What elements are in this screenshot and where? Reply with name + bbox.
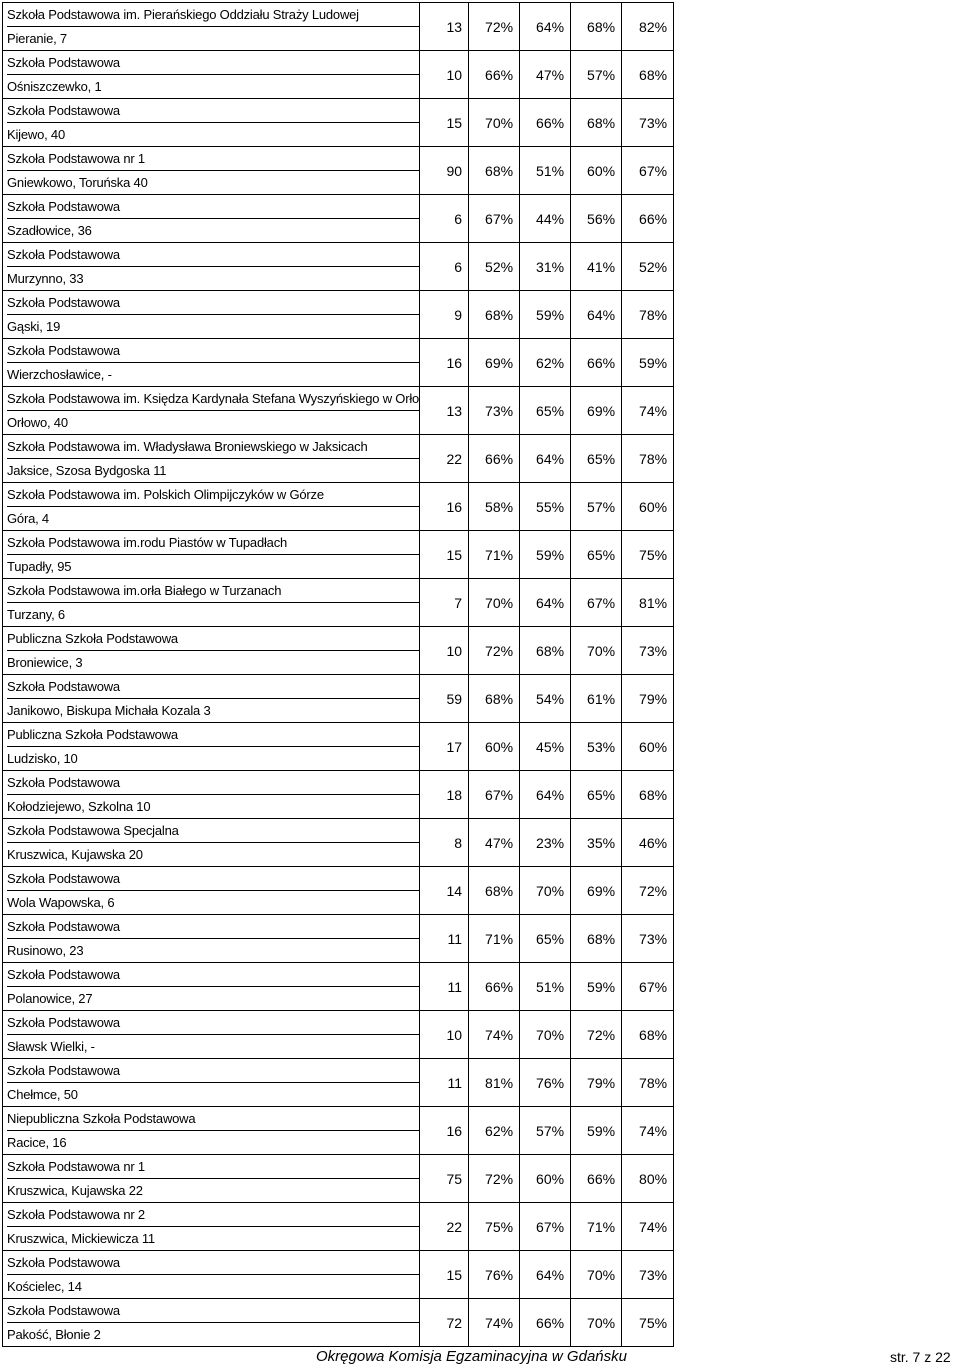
table-row <box>3 1299 674 1347</box>
table-row <box>3 291 674 339</box>
school-name: Publiczna Szkoła Podstawowa <box>7 627 419 651</box>
result-percent-1: 72% <box>469 1155 520 1203</box>
school-cell <box>3 1107 420 1155</box>
school-address: Tupadły, 95 <box>7 559 72 574</box>
result-percent-2: 47% <box>520 51 571 99</box>
result-percent-4: 60% <box>622 483 674 531</box>
result-percent-3: 61% <box>571 675 622 723</box>
result-percent-3: 60% <box>571 147 622 195</box>
result-percent-3: 35% <box>571 819 622 867</box>
result-percent-2: 64% <box>520 435 571 483</box>
student-count: 10 <box>420 51 469 99</box>
result-percent-4: 67% <box>622 963 674 1011</box>
school-cell <box>3 963 420 1011</box>
result-percent-3: 53% <box>571 723 622 771</box>
result-percent-2: 64% <box>520 3 571 51</box>
school-address: Kijewo, 40 <box>7 127 65 142</box>
school-address: Kruszwica, Kujawska 22 <box>7 1183 143 1198</box>
result-percent-1: 70% <box>469 579 520 627</box>
table-row <box>3 531 674 579</box>
school-cell <box>3 1155 420 1203</box>
result-percent-4: 73% <box>622 627 674 675</box>
school-address: Pieranie, 7 <box>7 31 67 46</box>
result-percent-2: 64% <box>520 579 571 627</box>
school-address: Broniewice, 3 <box>7 655 83 670</box>
result-percent-3: 69% <box>571 867 622 915</box>
result-percent-1: 74% <box>469 1299 520 1347</box>
school-cell <box>3 819 420 867</box>
result-percent-1: 60% <box>469 723 520 771</box>
school-address: Polanowice, 27 <box>7 991 93 1006</box>
result-percent-3: 65% <box>571 435 622 483</box>
result-percent-3: 66% <box>571 1155 622 1203</box>
result-percent-3: 57% <box>571 51 622 99</box>
result-percent-1: 68% <box>469 867 520 915</box>
student-count: 13 <box>420 3 469 51</box>
table-row <box>3 867 674 915</box>
table-row <box>3 675 674 723</box>
results-table <box>2 2 674 1347</box>
result-percent-1: 62% <box>469 1107 520 1155</box>
student-count: 75 <box>420 1155 469 1203</box>
table-row <box>3 1251 674 1299</box>
result-percent-3: 68% <box>571 99 622 147</box>
table-row <box>3 51 674 99</box>
table-row <box>3 3 674 51</box>
school-cell <box>3 291 420 339</box>
result-percent-1: 52% <box>469 243 520 291</box>
result-percent-2: 45% <box>520 723 571 771</box>
school-address: Ośniszczewko, 1 <box>7 79 102 94</box>
result-percent-4: 68% <box>622 51 674 99</box>
result-percent-4: 46% <box>622 819 674 867</box>
table-row <box>3 387 674 435</box>
result-percent-2: 60% <box>520 1155 571 1203</box>
result-percent-4: 75% <box>622 531 674 579</box>
table-row <box>3 819 674 867</box>
school-cell <box>3 771 420 819</box>
result-percent-4: 78% <box>622 291 674 339</box>
result-percent-1: 67% <box>469 771 520 819</box>
result-percent-2: 31% <box>520 243 571 291</box>
result-percent-3: 72% <box>571 1011 622 1059</box>
table-row <box>3 771 674 819</box>
result-percent-1: 58% <box>469 483 520 531</box>
student-count: 9 <box>420 291 469 339</box>
student-count: 11 <box>420 963 469 1011</box>
result-percent-1: 47% <box>469 819 520 867</box>
result-percent-3: 65% <box>571 531 622 579</box>
school-name: Szkoła Podstawowa <box>7 243 419 267</box>
school-address: Jaksice, Szosa Bydgoska 11 <box>7 463 167 478</box>
table-row <box>3 1107 674 1155</box>
student-count: 17 <box>420 723 469 771</box>
result-percent-1: 72% <box>469 627 520 675</box>
student-count: 10 <box>420 627 469 675</box>
school-cell <box>3 3 420 51</box>
student-count: 10 <box>420 1011 469 1059</box>
result-percent-4: 59% <box>622 339 674 387</box>
student-count: 6 <box>420 243 469 291</box>
result-percent-2: 23% <box>520 819 571 867</box>
result-percent-1: 76% <box>469 1251 520 1299</box>
result-percent-4: 82% <box>622 3 674 51</box>
result-percent-2: 64% <box>520 771 571 819</box>
result-percent-3: 79% <box>571 1059 622 1107</box>
school-cell <box>3 243 420 291</box>
result-percent-1: 75% <box>469 1203 520 1251</box>
student-count: 15 <box>420 531 469 579</box>
result-percent-3: 41% <box>571 243 622 291</box>
school-address: Sławsk Wielki, - <box>7 1039 95 1054</box>
table-row <box>3 915 674 963</box>
result-percent-3: 70% <box>571 1251 622 1299</box>
student-count: 22 <box>420 1203 469 1251</box>
school-cell <box>3 147 420 195</box>
school-address: Racice, 16 <box>7 1135 67 1150</box>
school-name: Szkoła Podstawowa <box>7 99 419 123</box>
result-percent-4: 52% <box>622 243 674 291</box>
school-cell <box>3 675 420 723</box>
school-name: Szkoła Podstawowa <box>7 771 419 795</box>
result-percent-1: 68% <box>469 147 520 195</box>
result-percent-1: 81% <box>469 1059 520 1107</box>
result-percent-2: 70% <box>520 867 571 915</box>
result-percent-2: 66% <box>520 1299 571 1347</box>
result-percent-4: 79% <box>622 675 674 723</box>
school-name: Szkoła Podstawowa im.rodu Piastów w Tupadłach <box>7 531 419 555</box>
result-percent-4: 72% <box>622 867 674 915</box>
student-count: 22 <box>420 435 469 483</box>
result-percent-3: 71% <box>571 1203 622 1251</box>
school-cell <box>3 1203 420 1251</box>
result-percent-3: 64% <box>571 291 622 339</box>
school-name: Szkoła Podstawowa im. Pierańskiego Oddziału Straży Ludowej <box>7 3 419 27</box>
school-address: Kołodziejewo, Szkolna 10 <box>7 799 151 814</box>
school-address: Orłowo, 40 <box>7 415 68 430</box>
result-percent-1: 74% <box>469 1011 520 1059</box>
school-cell <box>3 1299 420 1347</box>
result-percent-2: 57% <box>520 1107 571 1155</box>
result-percent-2: 66% <box>520 99 571 147</box>
student-count: 16 <box>420 483 469 531</box>
student-count: 15 <box>420 99 469 147</box>
student-count: 15 <box>420 1251 469 1299</box>
table-row <box>3 1059 674 1107</box>
footer-commission: Okręgowa Komisja Egzaminacyjna w Gdańsku <box>316 1348 627 1365</box>
result-percent-1: 71% <box>469 531 520 579</box>
result-percent-4: 73% <box>622 1251 674 1299</box>
school-name: Szkoła Podstawowa <box>7 291 419 315</box>
school-cell <box>3 531 420 579</box>
result-percent-1: 69% <box>469 339 520 387</box>
result-percent-3: 59% <box>571 1107 622 1155</box>
school-name: Szkoła Podstawowa Specjalna <box>7 819 419 843</box>
result-percent-1: 66% <box>469 963 520 1011</box>
result-percent-2: 54% <box>520 675 571 723</box>
result-percent-1: 68% <box>469 675 520 723</box>
table-row <box>3 579 674 627</box>
result-percent-2: 70% <box>520 1011 571 1059</box>
table-row <box>3 483 674 531</box>
student-count: 59 <box>420 675 469 723</box>
school-name: Niepubliczna Szkoła Podstawowa <box>7 1107 419 1131</box>
student-count: 6 <box>420 195 469 243</box>
result-percent-2: 67% <box>520 1203 571 1251</box>
school-address: Gniewkowo, Toruńska 40 <box>7 175 148 190</box>
school-address: Wierzchosławice, - <box>7 367 112 382</box>
result-percent-3: 56% <box>571 195 622 243</box>
table-row <box>3 339 674 387</box>
school-cell <box>3 723 420 771</box>
result-percent-1: 67% <box>469 195 520 243</box>
school-cell <box>3 1251 420 1299</box>
school-address: Murzynno, 33 <box>7 271 84 286</box>
school-name: Szkoła Podstawowa <box>7 1059 419 1083</box>
student-count: 16 <box>420 339 469 387</box>
school-name: Szkoła Podstawowa <box>7 195 419 219</box>
result-percent-1: 72% <box>469 3 520 51</box>
result-percent-3: 70% <box>571 627 622 675</box>
school-address: Turzany, 6 <box>7 607 65 622</box>
school-address: Janikowo, Biskupa Michała Kozala 3 <box>7 703 211 718</box>
result-percent-4: 68% <box>622 771 674 819</box>
result-percent-4: 78% <box>622 1059 674 1107</box>
school-address: Szadłowice, 36 <box>7 223 92 238</box>
result-percent-4: 78% <box>622 435 674 483</box>
student-count: 11 <box>420 1059 469 1107</box>
table-row <box>3 963 674 1011</box>
result-percent-1: 73% <box>469 387 520 435</box>
result-percent-3: 67% <box>571 579 622 627</box>
table-row <box>3 627 674 675</box>
table-row <box>3 147 674 195</box>
result-percent-2: 44% <box>520 195 571 243</box>
school-cell <box>3 1011 420 1059</box>
result-percent-3: 68% <box>571 3 622 51</box>
student-count: 16 <box>420 1107 469 1155</box>
result-percent-2: 51% <box>520 147 571 195</box>
result-percent-2: 68% <box>520 627 571 675</box>
result-percent-3: 65% <box>571 771 622 819</box>
school-cell <box>3 339 420 387</box>
school-cell <box>3 1059 420 1107</box>
result-percent-4: 80% <box>622 1155 674 1203</box>
student-count: 14 <box>420 867 469 915</box>
school-address: Gąski, 19 <box>7 319 61 334</box>
result-percent-3: 70% <box>571 1299 622 1347</box>
result-percent-4: 74% <box>622 1203 674 1251</box>
school-address: Wola Wapowska, 6 <box>7 895 115 910</box>
result-percent-1: 68% <box>469 291 520 339</box>
result-percent-2: 59% <box>520 291 571 339</box>
school-address: Kruszwica, Kujawska 20 <box>7 847 143 862</box>
school-address: Chełmce, 50 <box>7 1087 78 1102</box>
result-percent-3: 69% <box>571 387 622 435</box>
results-body <box>3 3 674 1347</box>
school-cell <box>3 387 420 435</box>
result-percent-3: 66% <box>571 339 622 387</box>
result-percent-4: 73% <box>622 915 674 963</box>
school-cell <box>3 435 420 483</box>
result-percent-2: 51% <box>520 963 571 1011</box>
table-row <box>3 1011 674 1059</box>
result-percent-1: 66% <box>469 51 520 99</box>
school-name: Szkoła Podstawowa im. Księdza Kardynała Stefana Wyszyńskiego w Orło <box>7 387 419 411</box>
result-percent-4: 66% <box>622 195 674 243</box>
result-percent-2: 55% <box>520 483 571 531</box>
result-percent-3: 59% <box>571 963 622 1011</box>
result-percent-4: 74% <box>622 387 674 435</box>
result-percent-1: 71% <box>469 915 520 963</box>
school-address: Kościelec, 14 <box>7 1279 82 1294</box>
school-cell <box>3 915 420 963</box>
school-name: Szkoła Podstawowa <box>7 963 419 987</box>
school-address: Ludzisko, 10 <box>7 751 78 766</box>
school-address: Pakość, Błonie 2 <box>7 1327 101 1342</box>
result-percent-4: 73% <box>622 99 674 147</box>
school-name: Szkoła Podstawowa nr 2 <box>7 1203 419 1227</box>
result-percent-2: 62% <box>520 339 571 387</box>
result-percent-4: 68% <box>622 1011 674 1059</box>
school-cell <box>3 579 420 627</box>
table-row <box>3 195 674 243</box>
result-percent-4: 67% <box>622 147 674 195</box>
school-name: Szkoła Podstawowa <box>7 339 419 363</box>
school-name: Szkoła Podstawowa nr 1 <box>7 1155 419 1179</box>
result-percent-4: 60% <box>622 723 674 771</box>
school-cell <box>3 867 420 915</box>
result-percent-3: 57% <box>571 483 622 531</box>
result-percent-1: 70% <box>469 99 520 147</box>
page-number: str. 7 z 22 <box>890 1349 951 1365</box>
student-count: 8 <box>420 819 469 867</box>
table-row <box>3 1155 674 1203</box>
student-count: 13 <box>420 387 469 435</box>
result-percent-2: 64% <box>520 1251 571 1299</box>
school-cell <box>3 99 420 147</box>
student-count: 7 <box>420 579 469 627</box>
result-percent-4: 75% <box>622 1299 674 1347</box>
school-name: Szkoła Podstawowa <box>7 675 419 699</box>
result-percent-3: 68% <box>571 915 622 963</box>
school-name: Szkoła Podstawowa nr 1 <box>7 147 419 171</box>
school-cell <box>3 195 420 243</box>
school-name: Szkoła Podstawowa im. Polskich Olimpijczyków w Górze <box>7 483 419 507</box>
school-name: Szkoła Podstawowa <box>7 51 419 75</box>
school-address: Góra, 4 <box>7 511 49 526</box>
table-row <box>3 243 674 291</box>
school-name: Szkoła Podstawowa im. Władysława Broniewskiego w Jaksicach <box>7 435 419 459</box>
table-row <box>3 99 674 147</box>
school-name: Szkoła Podstawowa <box>7 915 419 939</box>
school-address: Kruszwica, Mickiewicza 11 <box>7 1231 155 1246</box>
school-cell <box>3 483 420 531</box>
school-address: Rusinowo, 23 <box>7 943 84 958</box>
result-percent-1: 66% <box>469 435 520 483</box>
school-name: Szkoła Podstawowa <box>7 1011 419 1035</box>
school-name: Szkoła Podstawowa <box>7 1299 419 1323</box>
school-cell <box>3 627 420 675</box>
student-count: 18 <box>420 771 469 819</box>
school-name: Szkoła Podstawowa <box>7 1251 419 1275</box>
school-cell <box>3 51 420 99</box>
result-percent-4: 81% <box>622 579 674 627</box>
result-percent-2: 65% <box>520 915 571 963</box>
school-name: Szkoła Podstawowa im.orła Białego w Turzanach <box>7 579 419 603</box>
table-row <box>3 1203 674 1251</box>
student-count: 72 <box>420 1299 469 1347</box>
table-row <box>3 435 674 483</box>
school-name: Publiczna Szkoła Podstawowa <box>7 723 419 747</box>
result-percent-4: 74% <box>622 1107 674 1155</box>
student-count: 90 <box>420 147 469 195</box>
result-percent-2: 59% <box>520 531 571 579</box>
result-percent-2: 76% <box>520 1059 571 1107</box>
student-count: 11 <box>420 915 469 963</box>
school-name: Szkoła Podstawowa <box>7 867 419 891</box>
result-percent-2: 65% <box>520 387 571 435</box>
table-row <box>3 723 674 771</box>
